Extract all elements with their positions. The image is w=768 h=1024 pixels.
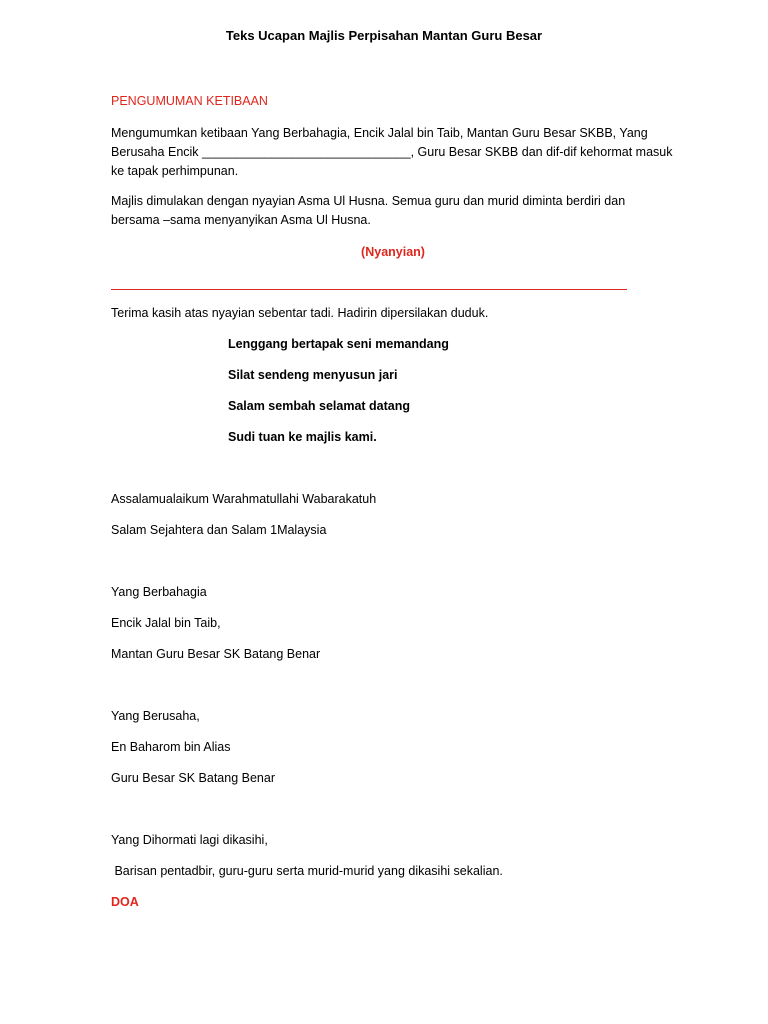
song-note: (Nyanyian) xyxy=(361,245,425,259)
document-title: Teks Ucapan Majlis Perpisahan Mantan Guru Besar xyxy=(225,28,543,43)
pantun-line: Salam sembah selamat datang xyxy=(228,399,411,413)
guest-line: Encik Jalal bin Taib, xyxy=(111,616,221,630)
opening-line: bersama –sama menyanyikan Asma Ul Husna. xyxy=(111,213,371,227)
guest-line: Mantan Guru Besar SK Batang Benar xyxy=(111,647,321,661)
thanks-line: Terima kasih atas nyayian sebentar tadi. Hadirin dipersilakan duduk. xyxy=(111,306,489,320)
opening-line: Majlis dimulakan dengan nyayian Asma Ul Husna. Semua guru dan murid diminta berdiri dan xyxy=(111,194,626,208)
doa-heading: DOA xyxy=(111,895,139,909)
audience-line: Barisan pentadbir, guru-guru serta murid-murid yang dikasihi sekalian. xyxy=(111,864,503,878)
guest-line: En Baharom bin Alias xyxy=(111,740,231,754)
announcement-line: Berusaha Encik ______________________________, Guru Besar SKBB dan dif-dif kehormat masuk xyxy=(111,145,673,159)
announcement-heading: PENGUMUMAN KETIBAAN xyxy=(111,94,268,108)
announcement-line: ke tapak perhimpunan. xyxy=(111,164,239,178)
respected-line: Yang Dihormati lagi dikasihi, xyxy=(111,833,268,847)
greeting-line: Salam Sejahtera dan Salam 1Malaysia xyxy=(111,523,327,537)
pantun-line: Lenggang bertapak seni memandang xyxy=(228,337,449,351)
greeting-line: Assalamualaikum Warahmatullahi Wabarakatuh xyxy=(111,492,377,506)
announcement-line: Mengumumkan ketibaan Yang Berbahagia, Encik Jalal bin Taib, Mantan Guru Besar SKBB, Yang xyxy=(111,126,648,140)
pantun-line: Silat sendeng menyusun jari xyxy=(228,368,398,382)
guest-line: Yang Berbahagia xyxy=(111,585,207,599)
guest-line: Yang Berusaha, xyxy=(111,709,200,723)
red-divider xyxy=(111,289,627,290)
pantun-line: Sudi tuan ke majlis kami. xyxy=(228,430,377,444)
guest-line: Guru Besar SK Batang Benar xyxy=(111,771,275,785)
